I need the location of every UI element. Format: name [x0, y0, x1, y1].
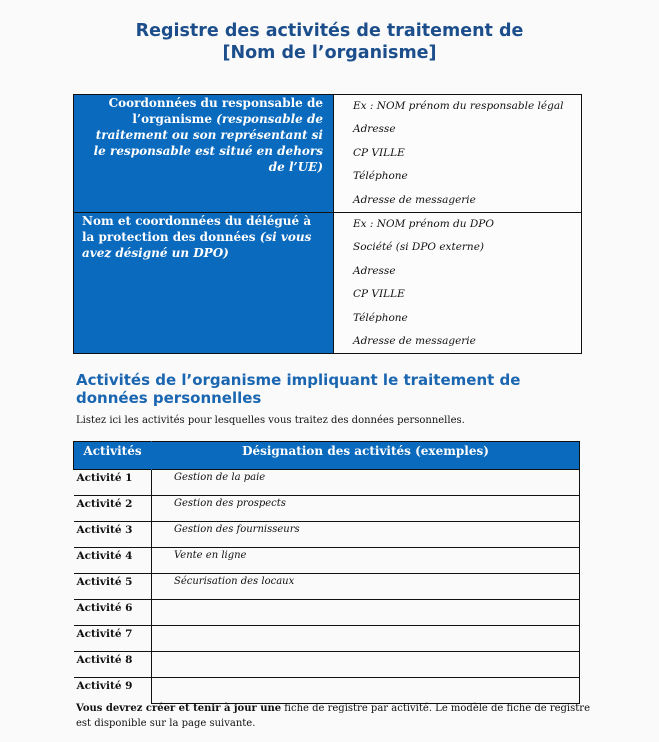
- footer-note-bold: Vous devrez créer et tenir à jour une: [76, 703, 282, 714]
- title-line-2: [Nom de l’organisme]: [222, 43, 437, 63]
- activity-designation[interactable]: Gestion des fournisseurs: [152, 522, 580, 548]
- responsable-phone-field[interactable]: Téléphone: [353, 170, 408, 183]
- activities-intro: Listez ici les activités pour lesquelles vous traitez des données personnelles.: [76, 415, 465, 426]
- table-row: [74, 600, 580, 626]
- table-row: [74, 522, 580, 548]
- column-header-designation: Désignation des activités (exemples): [152, 442, 580, 470]
- activity-designation[interactable]: [152, 678, 580, 704]
- activity-designation[interactable]: Vente en ligne: [152, 548, 580, 574]
- responsable-city-field[interactable]: CP VILLE: [353, 146, 405, 159]
- responsable-email-field[interactable]: Adresse de messagerie: [353, 193, 476, 206]
- activity-name: Activité 7: [74, 626, 152, 652]
- table-row: [74, 574, 580, 600]
- responsable-label: Coordonnées du responsable de l’organisme: [108, 96, 323, 126]
- table-row: [74, 470, 580, 496]
- contact-info-table: [73, 94, 582, 354]
- dpo-address-field[interactable]: Adresse: [353, 264, 396, 277]
- table-row: [74, 652, 580, 678]
- activity-name: Activité 6: [74, 600, 152, 626]
- activity-name: Activité 1: [74, 470, 152, 496]
- dpo-email-field[interactable]: Adresse de messagerie: [353, 335, 476, 348]
- table-row: [74, 496, 580, 522]
- dpo-company-field[interactable]: Société (si DPO externe): [353, 241, 485, 254]
- activity-designation[interactable]: Sécurisation des locaux: [152, 574, 580, 600]
- activity-designation[interactable]: [152, 600, 580, 626]
- responsable-row: [74, 95, 582, 213]
- activity-name: Activité 8: [74, 652, 152, 678]
- responsable-name-field[interactable]: Ex : NOM prénom du responsable légal: [353, 100, 564, 112]
- dpo-city-field[interactable]: CP VILLE: [353, 288, 405, 301]
- activity-name: Activité 5: [74, 574, 152, 600]
- activities-header-row: [74, 442, 580, 470]
- activity-name: Activité 3: [74, 522, 152, 548]
- footer-note-text: fiche de registre par activité. Le modèle de fiche de registre est disponible sur la page suivante.: [76, 703, 590, 729]
- dpo-row: [74, 213, 582, 354]
- activity-designation[interactable]: [152, 626, 580, 652]
- responsable-address-field[interactable]: Adresse: [353, 123, 396, 136]
- activities-table: [73, 441, 580, 704]
- activity-designation[interactable]: Gestion des prospects: [152, 496, 580, 522]
- document-title: [0, 20, 659, 64]
- activity-designation[interactable]: Gestion de la paie: [152, 470, 580, 496]
- activity-name: Activité 9: [74, 678, 152, 704]
- table-row: [74, 626, 580, 652]
- responsable-label-cell: [74, 95, 334, 213]
- column-header-activities: Activités: [74, 442, 152, 470]
- footer-note: [76, 701, 596, 731]
- responsable-label-note: (responsable de traitement ou son représentant si le responsable est situé en dehors de l’UE): [93, 112, 323, 174]
- activity-name: Activité 2: [74, 496, 152, 522]
- responsable-value-cell[interactable]: [334, 95, 582, 213]
- dpo-label-cell: [74, 213, 334, 354]
- dpo-phone-field[interactable]: Téléphone: [353, 311, 408, 324]
- table-row: [74, 678, 580, 704]
- dpo-value-cell[interactable]: [334, 213, 582, 354]
- dpo-name-field[interactable]: Ex : NOM prénom du DPO: [353, 218, 494, 231]
- dpo-label-note: (si vous avez désigné un DPO): [82, 230, 312, 261]
- activity-name: Activité 4: [74, 548, 152, 574]
- table-row: [74, 548, 580, 574]
- activity-designation[interactable]: [152, 652, 580, 678]
- title-line-1: Registre des activités de traitement de: [135, 21, 524, 41]
- dpo-label: Nom et coordonnées du délégué à la protection des données: [82, 214, 312, 245]
- activities-heading: Activités de l’organisme impliquant le traitement de données personnelles: [76, 371, 521, 407]
